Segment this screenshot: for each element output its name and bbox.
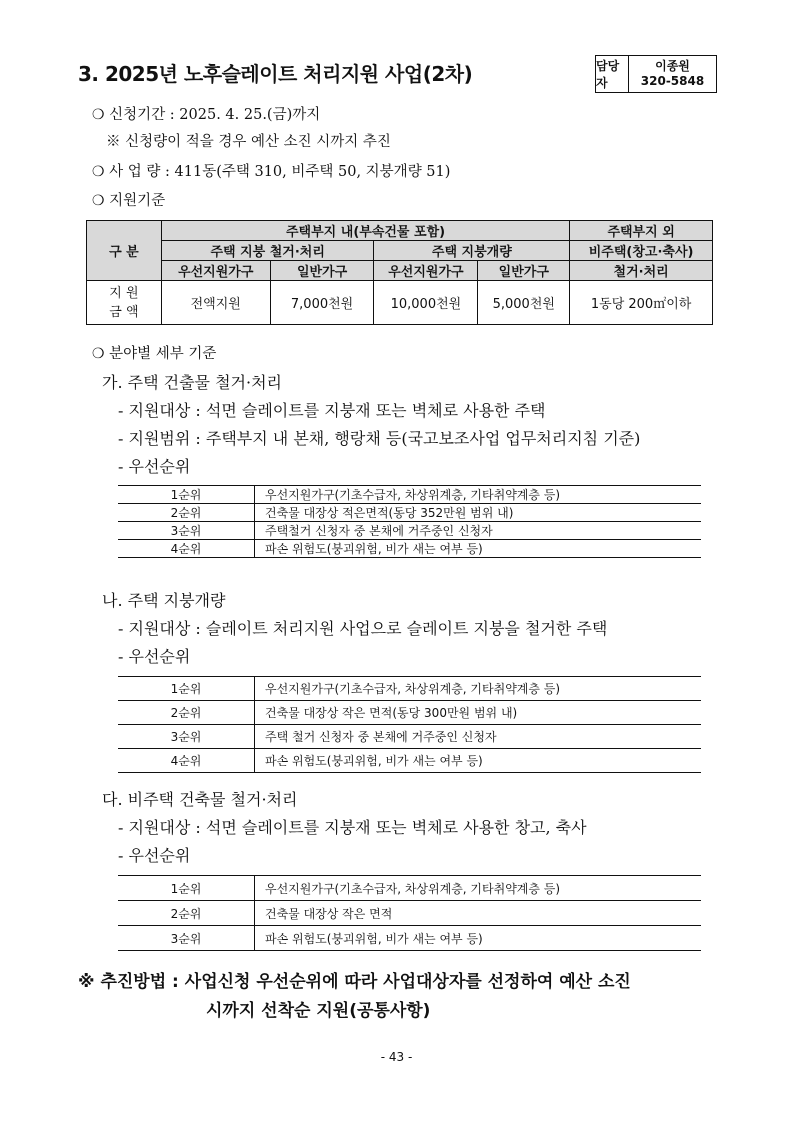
manager-label: 담당자 [596,56,629,92]
section-heading: 나. 주택 지붕개량 [102,591,226,610]
manager-info [629,56,716,92]
rank-desc: 건축물 대장상 작은 면적(동당 300만원 범위 내) [255,701,702,725]
table-row [118,901,701,926]
rank-cell: 2순위 [118,701,255,725]
section-line: - 우선순위 [118,647,191,666]
amount-label [87,281,162,325]
priority-table [118,875,701,951]
rank-desc: 파손 위험도(붕괴위험, 비가 새는 여부 등) [255,749,702,773]
rank-cell: 3순위 [118,725,255,749]
section-heading: 가. 주택 건출물 철거·처리 [102,373,282,392]
rank-cell: 1순위 [118,876,255,901]
rank-cell: 1순위 [118,677,255,701]
reference-mark-icon: ※ [106,134,121,150]
section-line: - 우선순위 [118,457,191,476]
circle-bullet-icon: ❍ [92,346,105,362]
amount-cell: 전액지원 [161,281,270,325]
section-line: - 지원대상 : 석면 슬레이트를 지붕재 또는 벽체로 사용한 주택 [118,401,546,420]
table-row [118,486,701,504]
amount-label-line1: 지 원 [109,285,139,301]
rank-cell: 2순위 [118,504,255,522]
section-heading: 다. 비주택 건축물 철거·처리 [102,790,298,809]
rank-desc: 파손 위험도(붕괴위험, 비가 새는 여부 등) [255,926,702,951]
table-row [118,522,701,540]
page-number: - 43 - [380,1050,413,1064]
section-line: - 지원대상 : 석면 슬레이트를 지붕재 또는 벽체로 사용한 창고, 축사 [118,818,587,837]
priority-table [118,485,701,558]
rank-cell: 3순위 [118,926,255,951]
amount-cell: 7,000천원 [270,281,374,325]
amount-cell: 5,000천원 [478,281,570,325]
circle-bullet-icon: ❍ [92,107,105,123]
priority-household-header: 우선지원가구 [161,261,270,281]
rank-cell: 2순위 [118,901,255,926]
amount-label-line2: 금 액 [109,304,139,320]
table-row [118,725,701,749]
criteria-heading-line [92,189,165,210]
section-line: - 우선순위 [118,846,191,865]
rank-cell: 4순위 [118,749,255,773]
rank-desc: 건축물 대장상 적은면적(동당 352만원 범위 내) [255,504,702,522]
support-criteria-table [86,220,713,325]
roof-improve-header: 주택 지붕개량 [374,241,570,261]
table-row [118,540,701,558]
rank-cell: 4순위 [118,540,255,558]
circle-bullet-icon: ❍ [92,193,105,209]
circle-bullet-icon: ❍ [92,164,105,180]
non-house-sub-header: 철거·처리 [570,261,713,281]
application-note-line [106,130,391,151]
table-row [118,504,701,522]
rank-cell: 1순위 [118,486,255,504]
amount-cell: 10,000천원 [374,281,478,325]
general-household-header: 일반가구 [270,261,374,281]
house-outside-header: 주택부지 외 [570,221,713,241]
house-inside-header: 주택부지 내(부속건물 포함) [161,221,569,241]
push-method-line2: 시까지 선착순 지원(공통사항) [206,1001,431,1021]
manager-phone: 320-5848 [640,74,705,88]
rank-desc: 우선지원가구(기초수급자, 차상위계층, 기타취약계층 등) [255,876,702,901]
priority-table [118,676,701,773]
detail-heading: 분야별 세부 기준 [109,346,217,362]
roof-removal-header: 주택 지붕 철거·처리 [161,241,374,261]
rank-desc: 주택 철거 신청자 중 본채에 거주중인 신청자 [255,725,702,749]
rank-cell: 3순위 [118,522,255,540]
table-row [118,876,701,901]
application-period-line [92,103,320,124]
section-line: - 지원범위 : 주택부지 내 본채, 행랑채 등(국고보조사업 업무처리지침 기준) [118,429,641,448]
section-line: - 지원대상 : 슬레이트 처리지원 사업으로 슬레이트 지붕을 철거한 주택 [118,619,608,638]
application-period: 신청기간 : 2025. 4. 25.(금)까지 [109,107,321,123]
page-title: 3. 2025년 노후슬레이트 처리지원 사업(2차) [78,62,473,86]
manager-name: 이종원 [655,59,690,73]
table-row [118,749,701,773]
table-row [118,677,701,701]
manager-box [595,55,717,93]
table-row [118,926,701,951]
application-note: 신청량이 적을 경우 예산 소진 시까지 추진 [125,134,391,150]
detail-heading-line [92,342,216,363]
table-row [118,701,701,725]
rank-desc: 건축물 대장상 작은 면적 [255,901,702,926]
criteria-heading: 지원기준 [109,193,166,209]
project-volume: 사 업 량 : 411동(주택 310, 비주택 50, 지붕개량 51) [109,164,451,180]
push-method-line1: ※ 추진방법 : 사업신청 우선순위에 따라 사업대상자를 선정하여 예산 소진 [78,972,631,992]
rank-desc: 우선지원가구(기초수급자, 차상위계층, 기타취약계층 등) [255,677,702,701]
rank-desc: 우선지원가구(기초수급자, 차상위계층, 기타취약계층 등) [255,486,702,504]
category-header: 구 분 [87,221,162,281]
priority-household-header: 우선지원가구 [374,261,478,281]
rank-desc: 주택철거 신청자 중 본채에 거주중인 신청자 [255,522,702,540]
general-household-header: 일반가구 [478,261,570,281]
rank-desc: 파손 위험도(붕괴위험, 비가 새는 여부 등) [255,540,702,558]
amount-cell: 1동당 200㎡이하 [570,281,713,325]
project-volume-line [92,160,450,181]
non-house-header: 비주택(창고·축사) [570,241,713,261]
